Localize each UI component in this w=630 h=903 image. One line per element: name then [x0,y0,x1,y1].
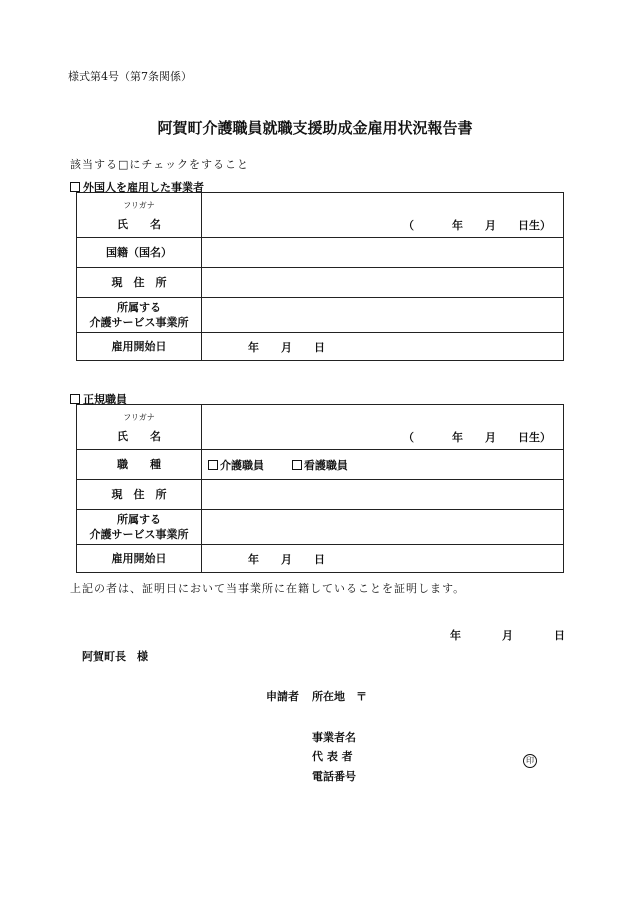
addressee: 阿賀町長 様 [82,650,148,663]
s2-start-date [202,551,563,567]
form-number: 様式第4号（第7条関係） [68,70,192,83]
s1-start-year: 年 [248,340,259,354]
s2-job-label: 職 種 [77,450,202,480]
s2-office-label-line2: 介護サービス事業所 [89,528,189,541]
s1-start-month: 月 [281,340,292,354]
s1-name-label: 氏 名 [117,218,161,231]
s1-office-label [77,298,202,333]
s2-dob [403,429,551,445]
cert-year: 年 [450,629,461,642]
s1-office-label-line1: 所属する [117,301,161,314]
seal-mark [523,748,537,768]
s1-dob-open: （ [403,219,414,232]
s1-dob-month: 月 [485,219,496,232]
s2-address-field[interactable] [202,480,564,510]
s2-job-nurse-label: 看護職員 [303,458,348,472]
s2-job-nurse-checkbox[interactable] [292,460,302,470]
s1-office-label-line2: 介護サービス事業所 [89,316,189,329]
s2-job-field [202,450,564,480]
s2-job-care-label: 介護職員 [220,458,264,472]
s2-name-field[interactable] [202,405,564,450]
s2-name-label-cell [77,405,202,450]
s2-office-label-line1: 所属する [117,513,161,526]
s2-dob-year: 年 [452,431,463,444]
s2-dob-day: 日生） [518,431,551,444]
s2-address-label: 現 住 所 [77,480,202,510]
s2-start-day: 日 [314,552,325,566]
s1-dob-day: 日生） [518,219,551,232]
phone-label: 電話番号 [312,770,356,783]
s1-start-day: 日 [314,340,325,354]
s1-furigana-label: フリガナ [123,201,155,210]
business-name-label: 事業者名 [312,731,356,744]
s2-name-label: 氏 名 [117,430,161,443]
s1-name-field[interactable] [202,193,564,238]
section2-heading-label: 正規職員 [83,393,127,406]
s1-address-field[interactable] [202,268,564,298]
location-label: 所在地 〒 [312,690,367,703]
s1-dob [403,217,551,233]
s2-start-label: 雇用開始日 [77,545,202,573]
section1-checkbox[interactable] [70,182,80,192]
s1-office-field[interactable] [202,298,564,333]
s2-office-field[interactable] [202,510,564,545]
certification-text: 上記の者は、証明日において当事業所に在籍していることを証明します。 [70,582,466,595]
s1-start-label: 雇用開始日 [77,333,202,361]
s2-office-label [77,510,202,545]
s1-name-label-cell [77,193,202,238]
s1-address-label: 現 住 所 [77,268,202,298]
s2-job-care-checkbox[interactable] [208,460,218,470]
s1-nationality-label: 国籍（国名） [77,238,202,268]
section2-checkbox[interactable] [70,394,80,404]
s2-furigana-label: フリガナ [123,413,155,422]
section1-table [76,192,564,361]
section1-heading-label: 外国人を雇用した事業者 [83,181,204,194]
s2-start-field[interactable] [202,545,564,573]
s2-dob-open: （ [403,431,414,444]
section2-table [76,404,564,573]
s1-nationality-field[interactable] [202,238,564,268]
s1-dob-year: 年 [452,219,463,232]
applicant-label: 申請者 [266,690,299,703]
s2-start-year: 年 [248,552,259,566]
s2-dob-month: 月 [485,431,496,444]
representative-label: 代 表 者 [312,750,353,763]
cert-day: 日 [554,629,565,642]
s2-start-month: 月 [281,552,292,566]
document-title: 阿賀町介護職員就職支援助成金雇用状況報告書 [157,119,473,137]
s1-start-date [202,339,563,355]
seal-icon: 印 [523,754,537,768]
s1-start-field[interactable] [202,333,564,361]
cert-month: 月 [502,629,513,642]
instruction-text: 該当する□にチェックをすること [70,158,250,171]
